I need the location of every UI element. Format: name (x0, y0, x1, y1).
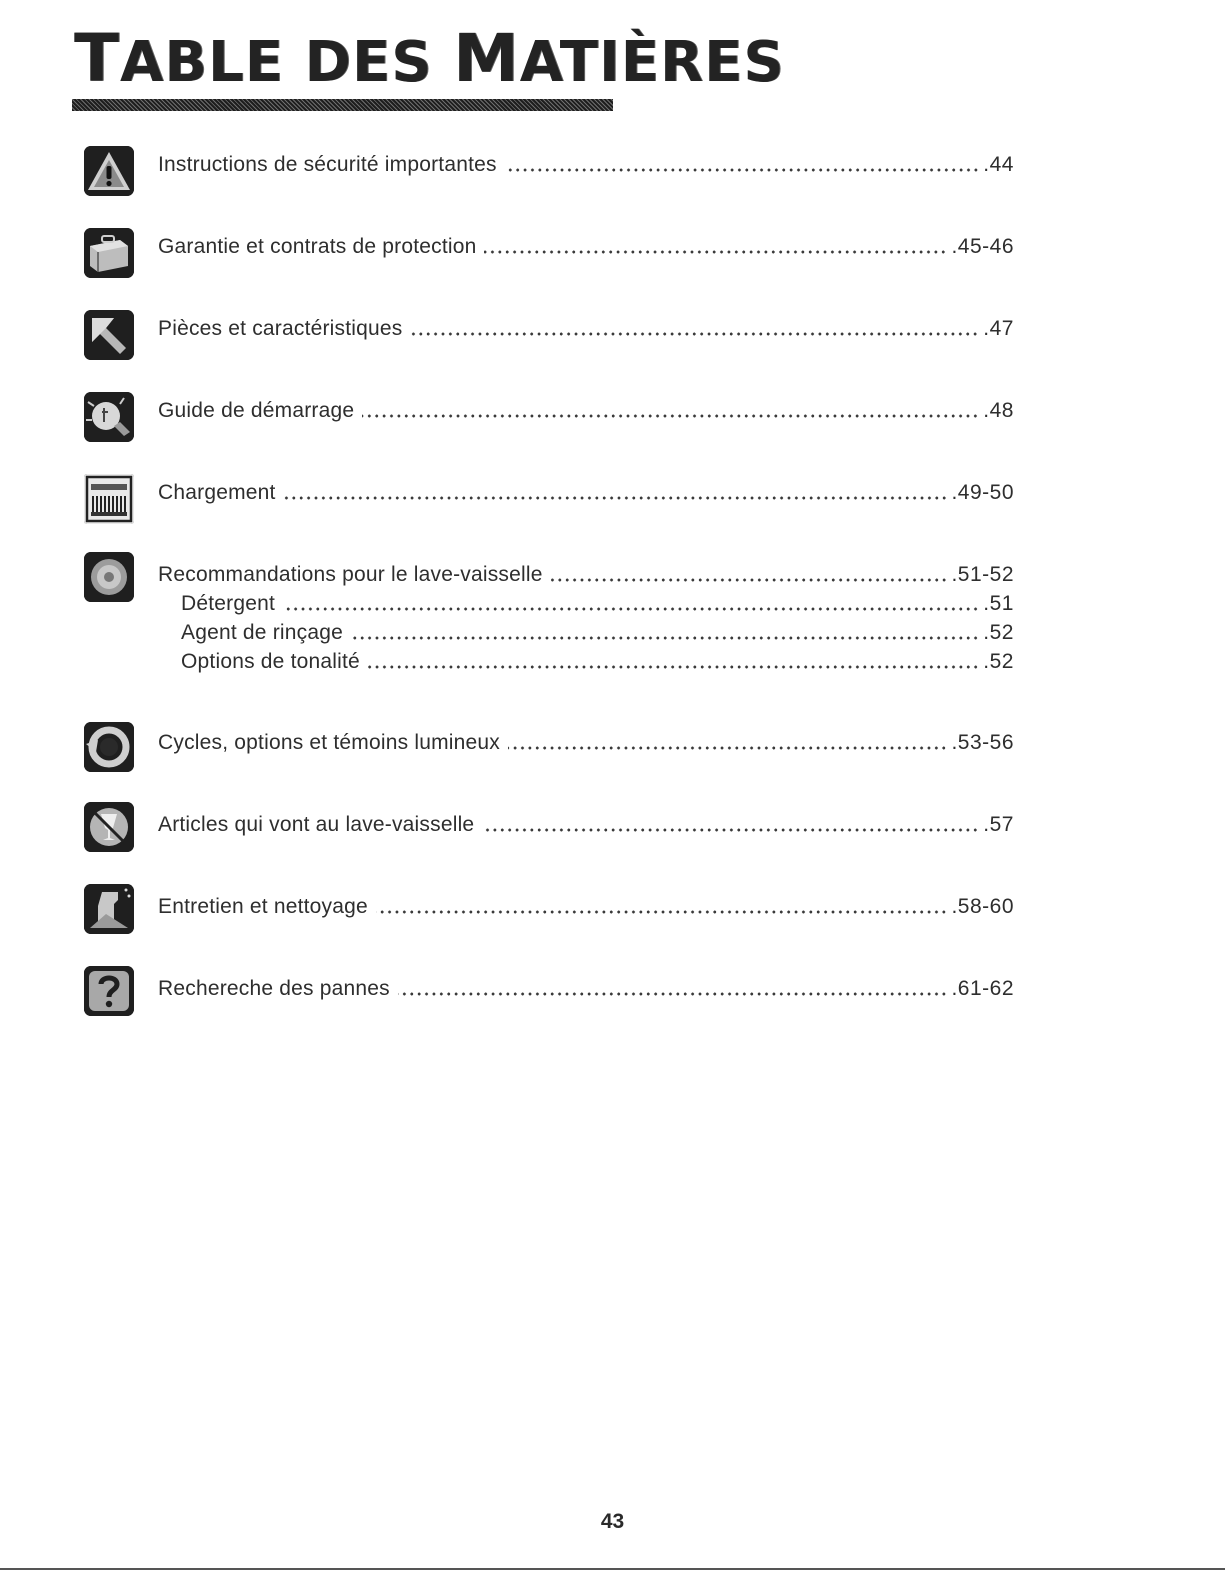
dot-leader (376, 910, 948, 914)
toc-entry-label: Cycles, options et témoins lumineux (158, 731, 500, 754)
toc-subentry[interactable] (181, 618, 1014, 648)
toc-entry[interactable] (158, 810, 1014, 840)
title-part-1: ABLE DES (120, 30, 454, 95)
toc-entry-page: .53-56 (951, 731, 1014, 754)
detergent-disc-icon (84, 552, 134, 602)
toc-entry-page: .45-46 (951, 235, 1014, 258)
toc-entry[interactable] (158, 478, 1014, 508)
toc-entry[interactable] (158, 314, 1014, 344)
dish-rack-icon (84, 474, 134, 524)
toc-entry[interactable] (158, 560, 1014, 590)
toc-entry-page: .61-62 (951, 977, 1014, 1000)
toc-entry[interactable] (158, 892, 1014, 922)
toc-subentry-page: .52 (983, 650, 1014, 673)
toc-entry-page: .58-60 (951, 895, 1014, 918)
toc-entry[interactable] (158, 728, 1014, 758)
bottom-divider (0, 1568, 1225, 1570)
toc-subentry[interactable] (181, 647, 1014, 677)
title-part-2: ATIÈRES (519, 30, 785, 95)
toolbox-icon (84, 228, 134, 278)
toc-entry-page: .48 (983, 399, 1014, 422)
dot-leader (505, 168, 980, 172)
toc-entry-label: Garantie et contrats de protection (158, 235, 477, 258)
toc-entry-label: Chargement (158, 481, 276, 504)
toc-entry-page: .51-52 (951, 563, 1014, 586)
dot-leader (484, 250, 947, 254)
toc-entry-label: Pièces et caractéristiques (158, 317, 403, 340)
question-mark-icon (84, 966, 134, 1016)
arrow-features-icon (84, 310, 134, 360)
toc-entry-label: Entretien et nettoyage (158, 895, 368, 918)
toc-entry-page: .47 (983, 317, 1014, 340)
dot-leader (351, 636, 979, 640)
toc-entry-label: Recommandations pour le lave-vaisselle (158, 563, 543, 586)
spray-cleaning-icon (84, 884, 134, 934)
cycle-arrow-icon (84, 722, 134, 772)
toc-subentry-label: Agent de rinçage (181, 621, 343, 644)
lightbulb-icon (84, 392, 134, 442)
toc-entry[interactable] (158, 396, 1014, 426)
title-initial-t: T (74, 20, 121, 97)
dot-leader (508, 746, 947, 750)
toc-entry-label: Articles qui vont au lave-vaisselle (158, 813, 475, 836)
toc-entry-page: .44 (983, 153, 1014, 176)
toc-entry-label: Guide de démarrage (158, 399, 355, 422)
toc-entry[interactable] (158, 150, 1014, 180)
dot-leader (551, 578, 948, 582)
toc-entry[interactable] (158, 974, 1014, 1004)
toc-entry[interactable] (158, 232, 1014, 262)
toc-entry-label: Rechereche des pannes (158, 977, 390, 1000)
toc-entry-page: .57 (983, 813, 1014, 836)
dot-leader (362, 414, 979, 418)
no-glass-icon (84, 802, 134, 852)
toc-subentry-label: Détergent (181, 592, 276, 615)
title-underline (72, 99, 613, 111)
dot-leader (284, 496, 948, 500)
toc-subentry-page: .52 (983, 621, 1014, 644)
dot-leader (410, 332, 979, 336)
toc-entry-label: Instructions de sécurité importantes (158, 153, 497, 176)
toc-entry-page: .49-50 (951, 481, 1014, 504)
dot-leader (283, 607, 979, 611)
page-number: 43 (600, 1510, 625, 1533)
dot-leader (398, 992, 948, 996)
page-title (74, 20, 785, 97)
title-initial-m: M (453, 20, 520, 97)
toc-subentry-label: Options de tonalité (181, 650, 360, 673)
dot-leader (368, 665, 979, 669)
warning-icon (84, 146, 134, 196)
toc-subentry-page: .51 (983, 592, 1014, 615)
dot-leader (482, 828, 979, 832)
toc-subentry[interactable] (181, 589, 1014, 619)
